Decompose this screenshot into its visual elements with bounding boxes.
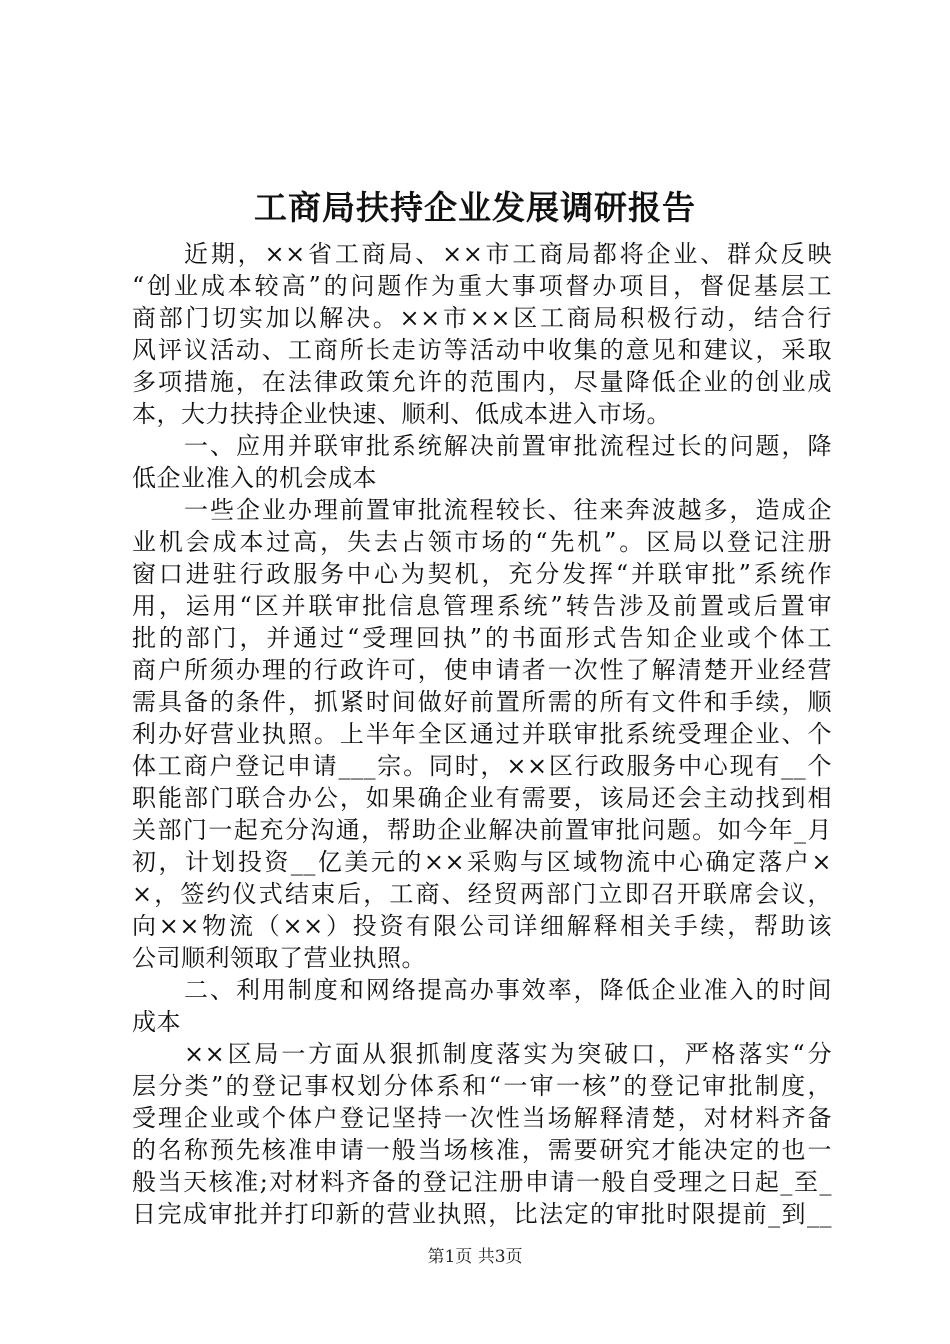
body-line: 近期，××省工商局、××市工商局都将企业、群众反映: [184, 240, 832, 268]
section-heading-line: 一、应用并联审批系统解决前置审批流程过长的问题，降: [184, 432, 832, 460]
body-line: 关部门一起充分沟通，帮助企业解决前置审批问题。如今年_月: [132, 816, 832, 844]
body-line: 向××物流（××）投资有限公司详细解释相关手续，帮助该: [132, 912, 832, 940]
body-line: 公司顺利领取了营业执照。: [132, 944, 426, 972]
body-line: ××区局一方面从狠抓制度落实为突破口，严格落实“分: [184, 1040, 832, 1068]
body-line: ×，签约仪式结束后，工商、经贸两部门立即召开联席会议，: [132, 880, 832, 908]
page-footer: 第1页 共3页: [427, 1247, 523, 1267]
body-line: 批的部门，并通过“受理回执”的书面形式告知企业或个体工: [132, 624, 832, 652]
section-heading-line: 成本: [132, 1008, 181, 1036]
document-body: [132, 238, 832, 1230]
body-line: 初，计划投资__亿美元的××采购与区域物流中心确定落户×: [132, 848, 832, 876]
body-line: 本，大力扶持企业快速、顺利、低成本进入市场。: [132, 400, 671, 428]
body-line: 职能部门联合办公，如果确企业有需要，该局还会主动找到相: [132, 784, 832, 812]
section-heading-line: 二、利用制度和网络提高办事效率，降低企业准入的时间: [184, 976, 832, 1004]
body-line: “创业成本较高”的问题作为重大事项督办项目，督促基层工: [132, 272, 832, 300]
body-line: 利办好营业执照。上半年全区通过并联审批系统受理企业、个: [132, 720, 832, 748]
body-line: 用，运用“区并联审批信息管理系统”转告涉及前置或后置审: [132, 592, 832, 620]
body-line: 多项措施，在法律政策允许的范围内，尽量降低企业的创业成: [132, 368, 832, 396]
body-line: 需具备的条件，抓紧时间做好前置所需的所有文件和手续，顺: [132, 688, 832, 716]
body-line: 体工商户登记申请___宗。同时，××区行政服务中心现有__个: [132, 752, 832, 780]
body-line: 受理企业或个体户登记坚持一次性当场解释清楚，对材料齐备: [132, 1104, 832, 1132]
body-line: 一些企业办理前置审批流程较长、往来奔波越多，造成企: [184, 496, 832, 524]
body-line: 层分类”的登记事权划分体系和“一审一核”的登记审批制度，: [132, 1072, 832, 1100]
document-title: 工商局扶持企业发展调研报告: [254, 188, 696, 227]
body-line: 业机会成本过高，失去占领市场的“先机”。区局以登记注册: [132, 528, 832, 556]
body-line: 的名称预先核准申请一般当场核准，需要研究才能决定的也一: [132, 1136, 832, 1164]
body-line: 风评议活动、工商所长走访等活动中收集的意见和建议，采取: [132, 336, 832, 364]
body-line: 商户所须办理的行政许可，使申请者一次性了解清楚开业经营: [132, 656, 832, 684]
body-line: 日完成审批并打印新的营业执照，比法定的审批时限提前_到__: [132, 1200, 832, 1228]
body-line: 窗口进驻行政服务中心为契机，充分发挥“并联审批”系统作: [132, 560, 832, 588]
body-line: 般当天核准;对材料齐备的登记注册申请一般自受理之日起_至_: [132, 1168, 832, 1196]
section-heading-line: 低企业准入的机会成本: [132, 464, 377, 492]
body-line: 商部门切实加以解决。××市××区工商局积极行动，结合行: [132, 304, 832, 332]
